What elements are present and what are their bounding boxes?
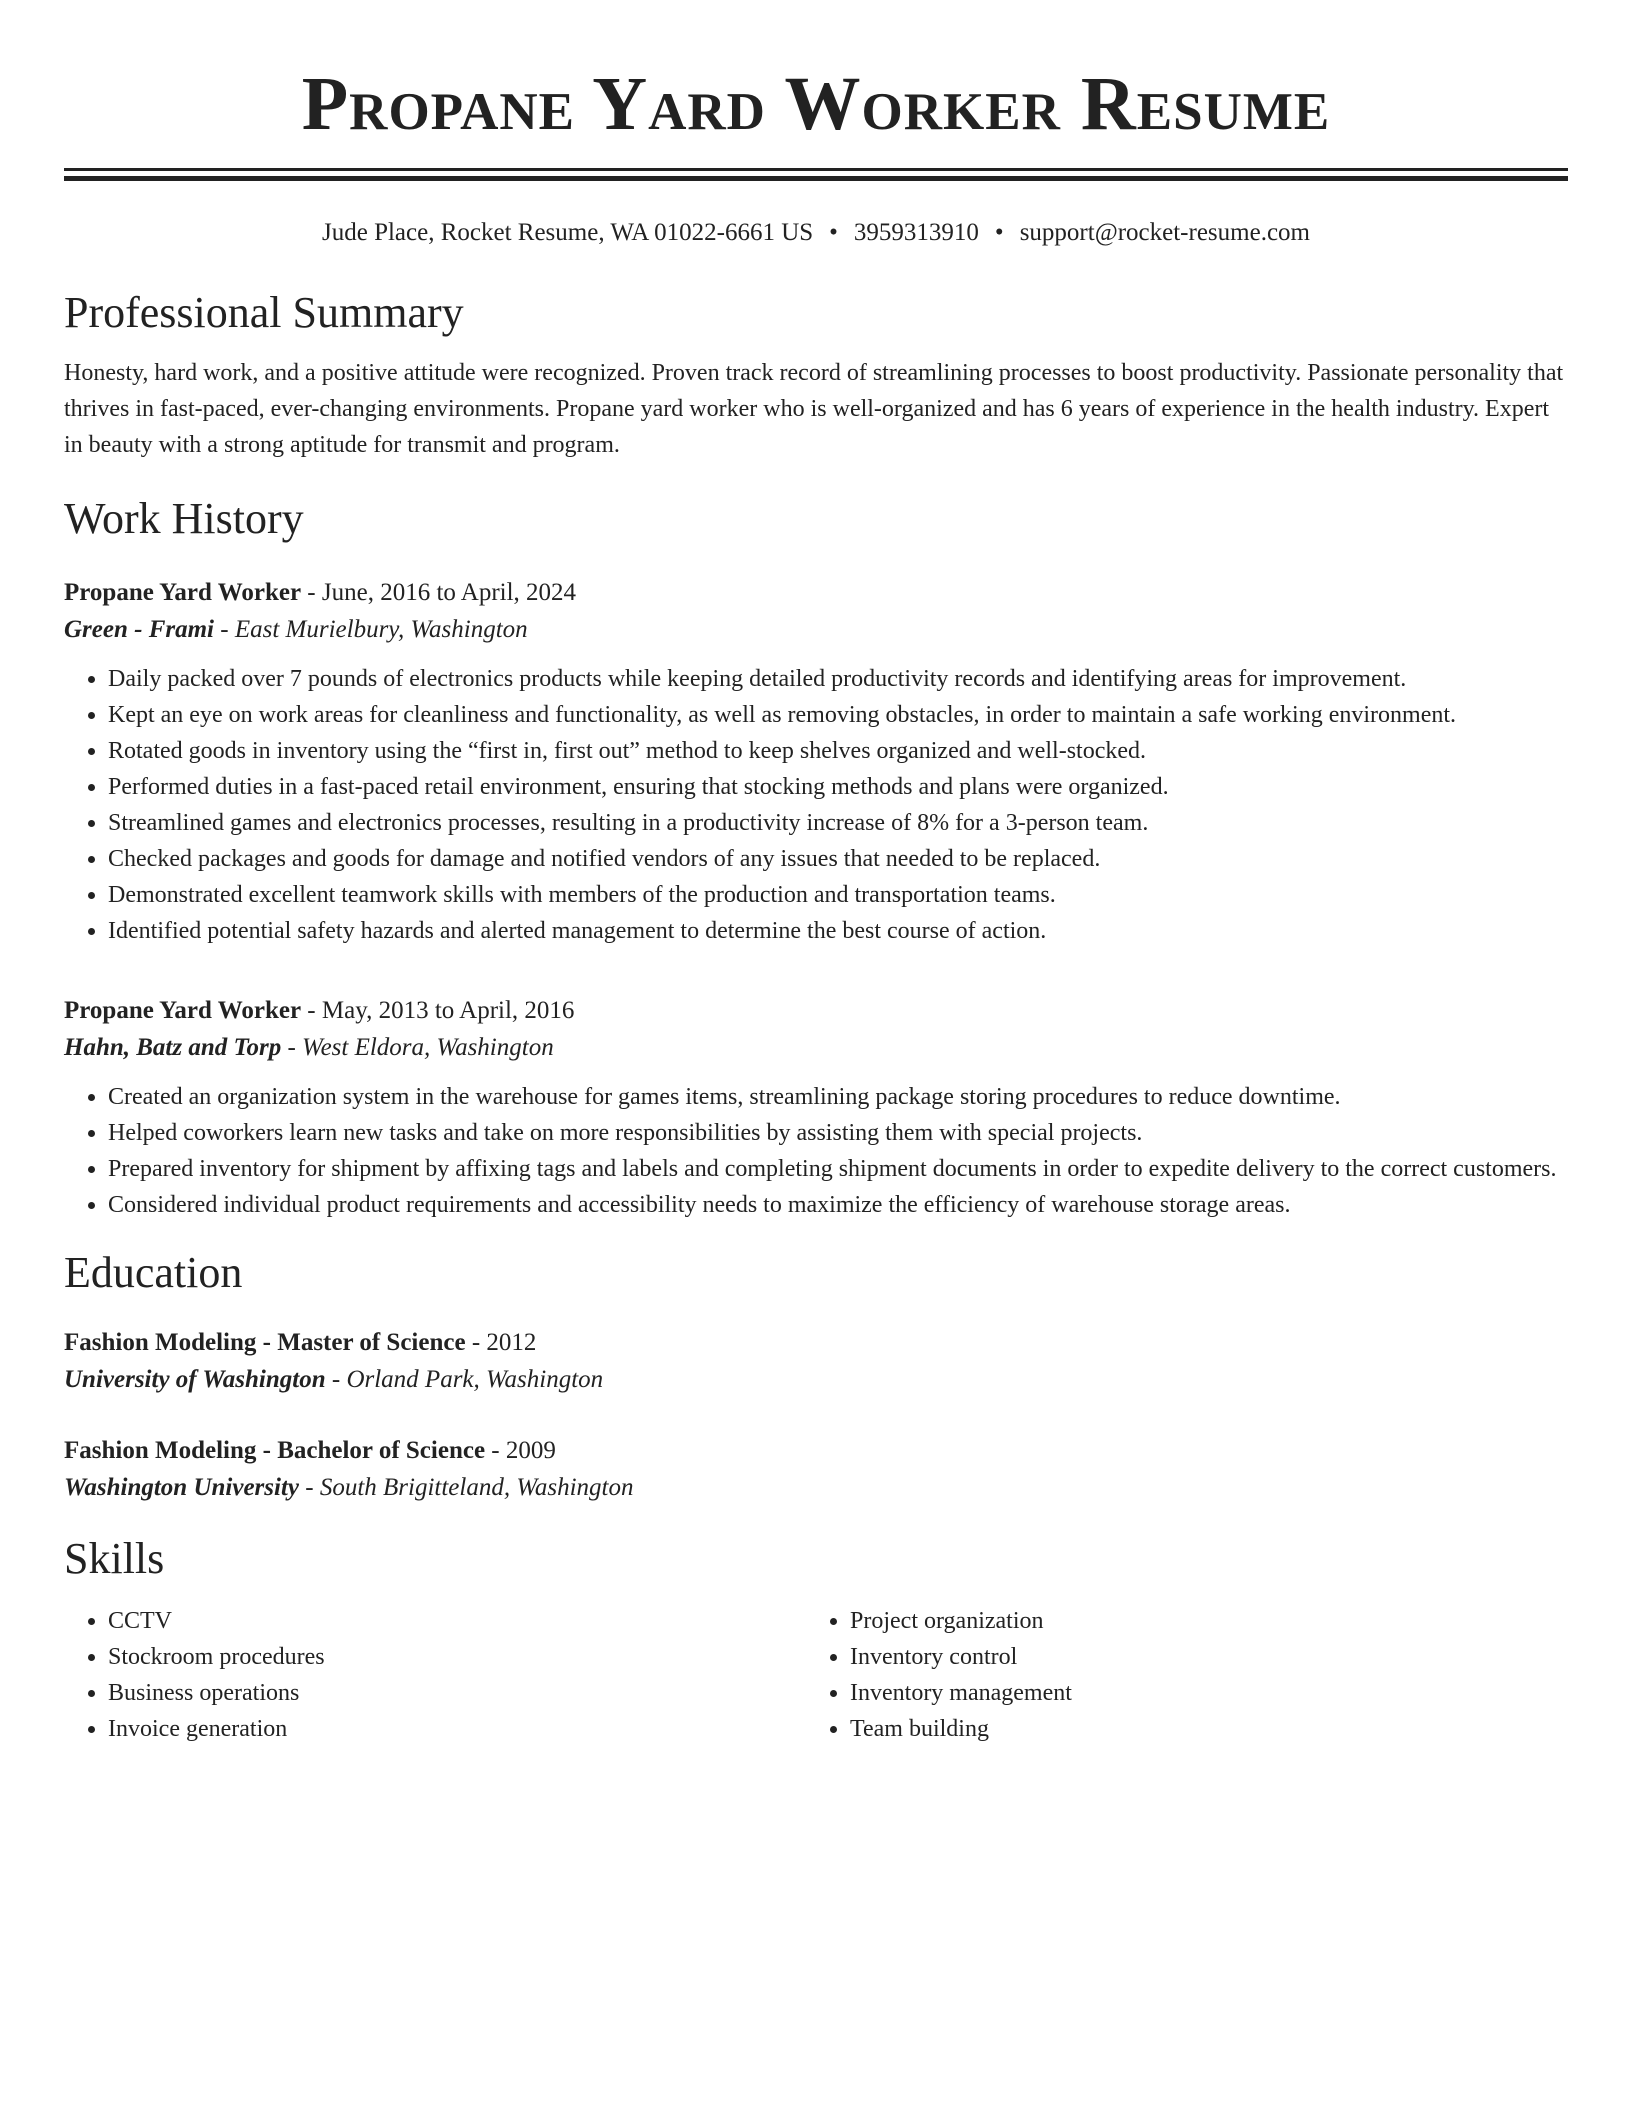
work-history-section — [64, 491, 1568, 1223]
title-divider-thin — [64, 168, 1568, 171]
contact-phone: 3959313910 — [853, 219, 979, 246]
job-bullet: • Checked packages and goods for damage and notified vendors of any issues that needed to be replaced. — [108, 841, 1568, 877]
education-entry — [64, 1433, 1568, 1507]
education-heading: Education — [64, 1248, 243, 1297]
resume-title: Propane Yard Worker Resume — [301, 62, 1331, 146]
summary-heading: Professional Summary — [64, 288, 464, 337]
skills-grid — [64, 1603, 1568, 1747]
skills-list — [64, 1603, 806, 1747]
contact-separator: • — [829, 219, 838, 246]
job-bullet: • Created an organization system in the warehouse for games items, streamlining package storing procedures to reduce downtime. — [108, 1079, 1568, 1115]
work-history-heading: Work History — [64, 494, 304, 543]
job-bullet: • Prepared inventory for shipment by affixing tags and labels and completing shipment documents in order to expedite delivery to the correct customers. — [108, 1151, 1568, 1187]
degree-year: - 2009 — [485, 1437, 556, 1464]
skill-item: • Team building — [850, 1711, 1548, 1747]
job-bullet: • Identified potential safety hazards and alerted management to determine the best course of action. — [108, 913, 1568, 949]
job-bullets — [64, 661, 1568, 949]
school-name: Washington University — [64, 1474, 299, 1501]
skills-section — [64, 1531, 1568, 1747]
skills-list — [806, 1603, 1548, 1747]
job-bullet: • Helped coworkers learn new tasks and take on more responsibilities by assisting them with special projects. — [108, 1115, 1568, 1151]
school-name: University of Washington — [64, 1366, 326, 1393]
skills-heading: Skills — [64, 1534, 165, 1583]
education-section — [64, 1245, 1568, 1507]
employer-location: - East Murielbury, Washington — [214, 616, 528, 643]
job-bullets — [64, 1079, 1568, 1223]
skill-item: • Invoice generation — [108, 1711, 806, 1747]
summary-text: Honesty, hard work, and a positive attitude were recognized. Proven track record of streamlining processes to boost productivity. Passionate personality that thrives in fast-paced, ever-changing environments. Propane yard worker who is well-organized and has 6 years of experience in the health industry. Expert in beauty with a strong aptitude for transmit and program. — [64, 360, 1564, 458]
employer-name: Hahn, Batz and Torp — [64, 1034, 282, 1061]
job-bullet: • Daily packed over 7 pounds of electronics products while keeping detailed productivity records and identifying areas for improvement. — [108, 661, 1568, 697]
contact-separator: • — [994, 219, 1004, 246]
school-line — [64, 1361, 1568, 1399]
skill-item: • Business operations — [108, 1675, 806, 1711]
skill-item: • CCTV — [108, 1603, 806, 1639]
job-bullet: • Kept an eye on work areas for cleanliness and functionality, as well as removing obstacles, in order to maintain a safe working environment. — [108, 697, 1568, 733]
degree-year: - 2012 — [465, 1329, 537, 1356]
skill-item: • Inventory control — [850, 1639, 1548, 1675]
job-dates: - May, 2013 to April, 2016 — [301, 997, 575, 1024]
skill-item: • Project organization — [850, 1603, 1548, 1639]
job-title-line — [64, 993, 1568, 1029]
degree-line — [64, 1433, 1568, 1469]
degree-name: Fashion Modeling - Master of Science — [64, 1329, 466, 1356]
skills-column-right — [806, 1603, 1548, 1747]
job-bullet: • Considered individual product requirements and accessibility needs to maximize the efficiency of warehouse storage areas. — [108, 1187, 1568, 1223]
skill-item: • Stockroom procedures — [108, 1639, 806, 1675]
degree-name: Fashion Modeling - Bachelor of Science — [64, 1437, 486, 1464]
employer-line — [64, 1029, 1568, 1067]
summary-section — [64, 285, 1568, 463]
school-location: - South Brigitteland, Washington — [299, 1474, 634, 1501]
title-divider-thick — [64, 176, 1568, 181]
contact-line — [64, 217, 1568, 249]
employer-name: Green - Frami — [64, 616, 214, 643]
job-title-line — [64, 575, 1568, 611]
job-bullet: • Streamlined games and electronics processes, resulting in a productivity increase of 8% for a 3-person team. — [108, 805, 1568, 841]
skills-column-left — [64, 1603, 806, 1747]
skill-item: • Inventory management — [850, 1675, 1548, 1711]
degree-line — [64, 1325, 1568, 1361]
employer-line — [64, 611, 1568, 649]
job-bullet: • Demonstrated excellent teamwork skills with members of the production and transportation teams. — [108, 877, 1568, 913]
job-entry — [64, 575, 1568, 949]
job-title: Propane Yard Worker — [64, 997, 302, 1024]
school-location: - Orland Park, Washington — [325, 1366, 604, 1393]
school-line — [64, 1469, 1568, 1507]
job-dates: - June, 2016 to April, 2024 — [301, 579, 577, 606]
contact-address: Jude Place, Rocket Resume, WA 01022-6661 US — [322, 219, 814, 246]
contact-email: support@rocket-resume.com — [1019, 219, 1310, 246]
job-entry — [64, 993, 1568, 1223]
employer-location: - West Eldora, Washington — [281, 1034, 554, 1061]
job-bullet: • Performed duties in a fast-paced retail environment, ensuring that stocking methods and plans were organized. — [108, 769, 1568, 805]
job-title: Propane Yard Worker — [64, 579, 302, 606]
job-bullet: • Rotated goods in inventory using the “first in, first out” method to keep shelves organized and well-stocked. — [108, 733, 1568, 769]
education-entry — [64, 1325, 1568, 1399]
